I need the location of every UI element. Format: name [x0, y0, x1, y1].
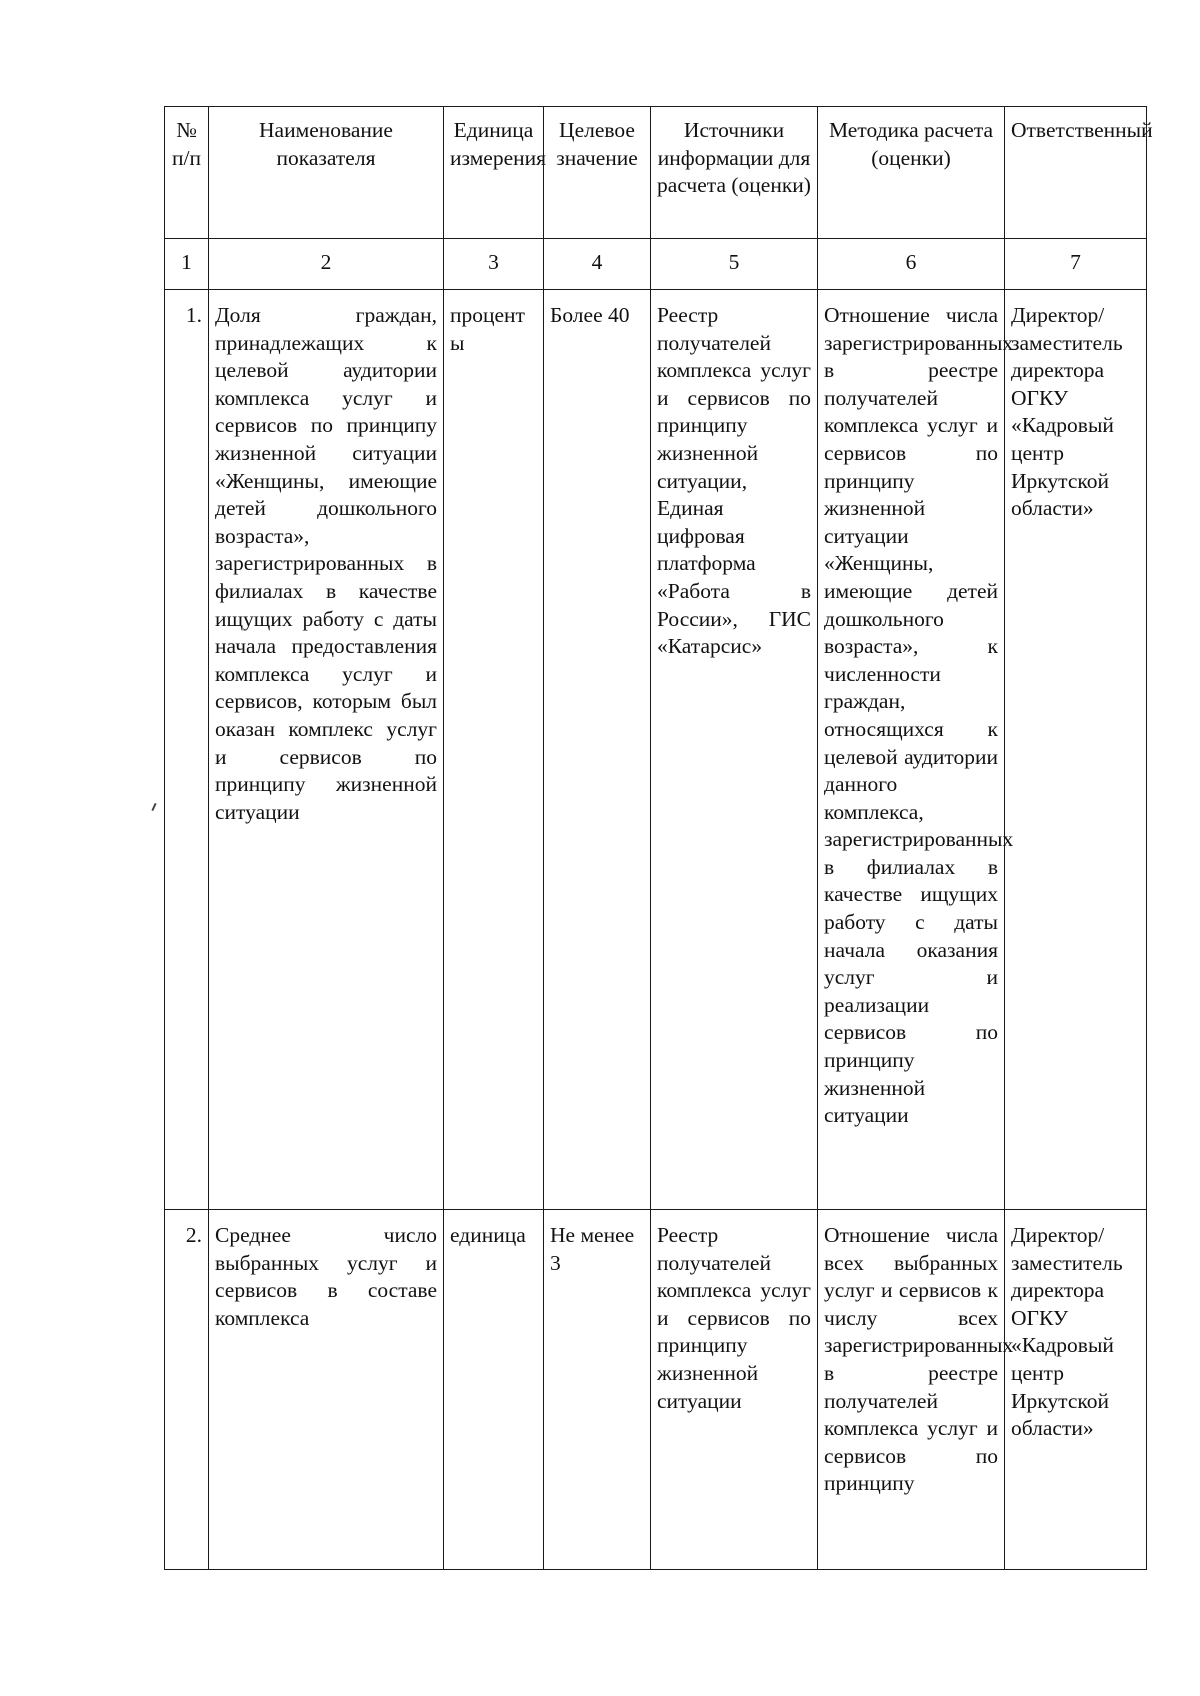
responsible-cell: Директор/ заместитель директора ОГКУ «Кадровый центр Иркутской области»: [1005, 1210, 1147, 1570]
scan-mark: [151, 803, 156, 811]
responsible-cell: Директор/ заместитель директора ОГКУ «Кадровый центр Иркутской области»: [1005, 290, 1147, 1210]
header-unit: Единица измерения: [444, 107, 544, 239]
sources-cell: Реестр получателей комплекса услуг и сервисов по принципу жизненной ситуации, Единая цифровая платформа «Работа в России», ГИС «Катарсис»: [651, 290, 818, 1210]
table-row: [165, 1210, 1147, 1570]
column-number: 1: [165, 239, 209, 290]
indicators-table: [164, 106, 1153, 1570]
indicator-name: Доля граждан, принадлежащих к целевой аудитории комплекса услуг и сервисов по принципу жизненной ситуации «Женщины, имеющие детей дошкольного возраста», зарегистрированных в филиалах в качестве ищущих работу с даты начала предоставления комплекса услуг и сервисов, которым был оказан комплекс услуг и сервисов по принципу жизненной ситуации: [209, 290, 444, 1210]
target-value: Более 40: [544, 290, 651, 1210]
header-responsible: Ответственный: [1005, 107, 1147, 239]
header-target: Целевое значение: [544, 107, 651, 239]
unit-cell: единица: [444, 1210, 544, 1570]
target-value: Не менее 3: [544, 1210, 651, 1570]
indicator-name: Среднее число выбранных услуг и сервисов в составе комплекса: [209, 1210, 444, 1570]
table-header-row: [165, 107, 1147, 239]
column-number-row: [165, 239, 1147, 290]
column-number: 4: [544, 239, 651, 290]
table-row: [165, 290, 1147, 1210]
header-name: Наименование показателя: [209, 107, 444, 239]
header-sources: Источники информации для расчета (оценки): [651, 107, 818, 239]
column-number: 2: [209, 239, 444, 290]
method-cell: Отношение числа зарегистрированных в реестре получателей комплекса услуг и сервисов по принципу жизненной ситуации «Женщины, имеющие детей дошкольного возраста», к численности граждан, относящихся к целевой аудитории данного комплекса, зарегистрированных в филиалах в качестве ищущих работу с даты начала оказания услуг и реализации сервисов по принципу жизненной ситуации: [818, 290, 1005, 1210]
row-number: 2.: [165, 1210, 209, 1570]
sources-cell: Реестр получателей комплекса услуг и сервисов по принципу жизненной ситуации: [651, 1210, 818, 1570]
method-cell: Отношение числа всех выбранных услуг и сервисов к числу всех зарегистрированных в реестре получателей комплекса услуг и сервисов по принципу: [818, 1210, 1005, 1570]
row-number: 1.: [165, 290, 209, 1210]
unit-cell: процент ы: [444, 290, 544, 1210]
column-number: 6: [818, 239, 1005, 290]
header-method: Методика расчета (оценки): [818, 107, 1005, 239]
column-number: 3: [444, 239, 544, 290]
column-number: 7: [1005, 239, 1147, 290]
column-number: 5: [651, 239, 818, 290]
header-num: № п/п: [165, 107, 209, 239]
